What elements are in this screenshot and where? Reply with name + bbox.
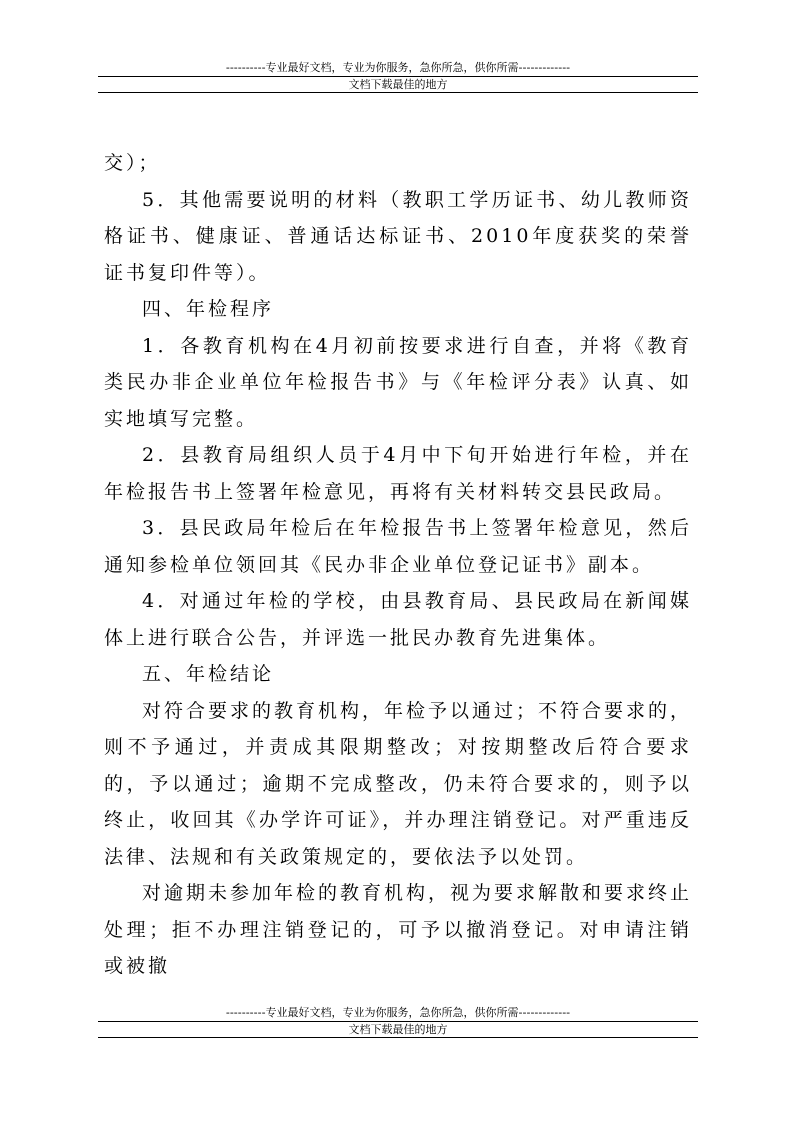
paragraph-step-3: 3．县民政局年检后在年检报告书上签署年检意见，然后通知参检单位领回其《民办非企业单位登记证书》副本。 <box>104 517 692 576</box>
footer-subtitle: 文档下载最佳的地方 <box>348 1023 448 1036</box>
paragraph-item-5: 5．其他需要说明的材料（教职工学历证书、幼儿教师资格证书、健康证、普通话达标证书、2010年度获奖的荣誉证书复印件等）。 <box>104 188 692 284</box>
paragraph-step-2: 2．县教育局组织人员于4月中下旬开始进行年检，并在年检报告书上签署年检意见，再将有关材料转交县民政局。 <box>104 444 692 503</box>
document-body <box>104 145 692 985</box>
header-subtitle: 文档下载最佳的地方 <box>348 78 448 91</box>
paragraph-continuation: 交）； <box>104 152 161 174</box>
page-header <box>98 60 698 93</box>
paragraph-conclusion-2: 对逾期未参加年检的教育机构，视为要求解散和要求终止处理；拒不办理注销登记的，可予以撤消登记。对申请注销或被撤 <box>104 882 693 977</box>
footer-rule-bottom <box>98 1037 698 1038</box>
header-rule-bottom <box>98 92 698 93</box>
paragraph-conclusion-1: 对符合要求的教育机构，年检予以通过；不符合要求的，则不予通过，并责成其限期整改；对按期整改后符合要求的，予以通过；逾期不完成整改，仍未符合要求的，则予以终止，收回其《办学许可证》，并办理注销登记。对严重违反法律、法规和有关政策规定的，要依法予以处罚。 <box>104 699 693 868</box>
footer-slogan: ----------专业最好文档，专业为你服务，急你所急，供你所需------------- <box>225 1006 571 1019</box>
section-heading-5: 五、年检结论 <box>142 663 275 685</box>
paragraph-step-4: 4．对通过年检的学校，由县教育局、县民政局在新闻媒体上进行联合公告，并评选一批民办教育先进集体。 <box>104 590 692 649</box>
page-footer <box>98 1005 698 1038</box>
section-heading-4: 四、年检程序 <box>142 298 275 320</box>
header-slogan: ----------专业最好文档，专业为你服务，急你所急，供你所需------------- <box>225 61 571 74</box>
paragraph-step-1: 1．各教育机构在4月初前按要求进行自查，并将《教育类民办非企业单位年检报告书》与《年检评分表》认真、如实地填写完整。 <box>104 334 692 430</box>
